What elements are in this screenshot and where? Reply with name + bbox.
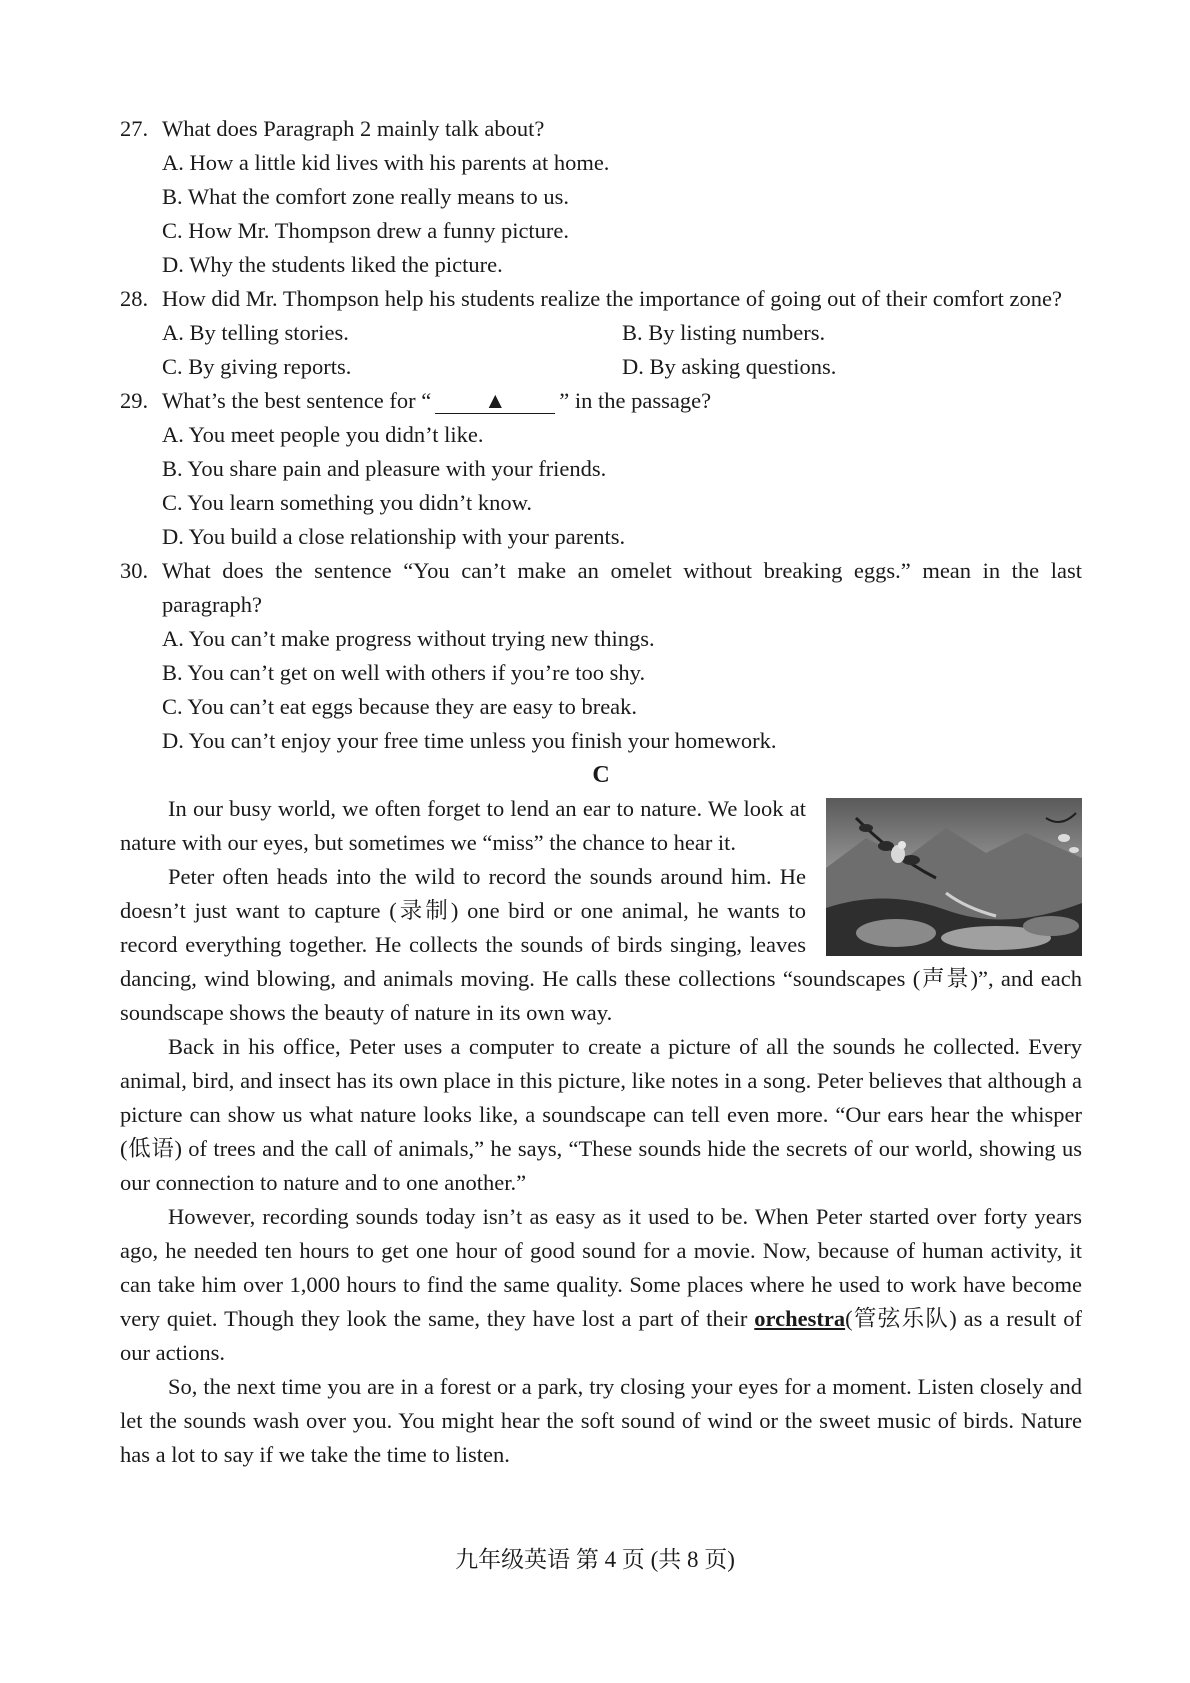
passage-paragraph-1: In our busy world, we often forget to lend an ear to nature. We look at nature with our eyes, but sometimes we “miss” the chance to hear it. bbox=[120, 796, 806, 855]
option-c: C. You can’t eat eggs because they are easy to break. bbox=[162, 694, 638, 719]
exam-page bbox=[120, 112, 1082, 1472]
question-text: How did Mr. Thompson help his students realize the importance of going out of their comfort zone? bbox=[162, 286, 1063, 311]
question-text-part: ” in the passage? bbox=[559, 388, 712, 413]
question-text bbox=[162, 384, 1082, 418]
option-a: A. You can’t make progress without trying new things. bbox=[162, 626, 655, 651]
option-d: D. You build a close relationship with your parents. bbox=[162, 524, 626, 549]
option-b: B. You can’t get on well with others if you’re too shy. bbox=[162, 660, 646, 685]
option-b: B. You share pain and pleasure with your friends. bbox=[162, 456, 607, 481]
passage-paragraph-5: So, the next time you are in a forest or a park, try closing your eyes for a moment. Listen closely and let the sounds wash over you. You might hear the soft sound of wind or the sweet music of birds. Nature has a lot to say if we take the time to listen. bbox=[120, 1374, 1082, 1467]
nature-bird-photo bbox=[826, 798, 1082, 956]
option-d: D. By asking questions. bbox=[622, 354, 837, 379]
question-number: 28. bbox=[120, 286, 149, 311]
question-30 bbox=[120, 554, 1082, 622]
question-number: 29. bbox=[120, 388, 149, 413]
vocab-word: orchestra bbox=[754, 1306, 846, 1331]
answer-blank bbox=[435, 389, 555, 414]
passage-c bbox=[120, 792, 1082, 1472]
triangle-icon: ▲ bbox=[484, 388, 507, 413]
option-a: A. You meet people you didn’t like. bbox=[162, 422, 484, 447]
option-row bbox=[120, 350, 1082, 384]
option-d: D. You can’t enjoy your free time unless you finish your homework. bbox=[162, 728, 777, 753]
question-number: 30. bbox=[120, 558, 149, 583]
option-c: C. By giving reports. bbox=[162, 354, 352, 379]
passage-paragraph-3: Back in his office, Peter uses a computer to create a picture of all the sounds he collected. Every animal, bird, and insect has its own place in this picture, like notes in a song. Peter believes that although a picture can show us what nature looks like, a soundscape can tell even more. “Our ears hear the whisper (低语) of trees and the call of animals,” he says, “These sounds hide the secrets of our world, showing us our connection to nature and to one another.” bbox=[120, 1034, 1082, 1195]
question-28 bbox=[120, 282, 1082, 316]
page-footer: 九年级英语 第 4 页 (共 8 页) bbox=[455, 1547, 735, 1572]
option-b: B. By listing numbers. bbox=[622, 320, 826, 345]
question-text: What does the sentence “You can’t make an omelet without breaking eggs.” mean in the last paragraph? bbox=[162, 558, 1082, 617]
option-c: C. You learn something you didn’t know. bbox=[162, 490, 533, 515]
question-27 bbox=[120, 112, 1082, 146]
option-a: A. How a little kid lives with his parents at home. bbox=[162, 150, 610, 175]
question-text: What does Paragraph 2 mainly talk about? bbox=[162, 116, 545, 141]
option-row bbox=[120, 316, 1082, 350]
passage-paragraph-2: Peter often heads into the wild to record the sounds around him. He doesn’t just want to capture (录制) one bird or one animal, he wants to record everything together. He collects the sounds of birds singing, leaves dancing, wind blowing, and animals moving. He calls these collections “soundscapes (声景)”, and each soundscape shows the beauty of nature in its own way. bbox=[120, 864, 1082, 1025]
passage-paragraph-4 bbox=[120, 1200, 1082, 1370]
option-d: D. Why the students liked the picture. bbox=[162, 252, 503, 277]
section-heading: C bbox=[592, 762, 610, 788]
question-text-part: What’s the best sentence for “ bbox=[162, 388, 432, 413]
question-number: 27. bbox=[120, 116, 149, 141]
paragraph-text: (管弦乐队) as a result of our actions. bbox=[120, 1306, 1082, 1365]
question-29 bbox=[120, 384, 1082, 418]
option-c: C. How Mr. Thompson drew a funny picture. bbox=[162, 218, 570, 243]
option-b: B. What the comfort zone really means to us. bbox=[162, 184, 569, 209]
paragraph-text: However, recording sounds today isn’t as easy as it used to be. When Peter started over forty years ago, he needed ten hours to get one hour of good sound for a movie. Now, because of human activity, it can take him over 1,000 hours to find the same quality. Some places where he used to work have become very quiet. Though they look the same, they have lost a part of their bbox=[120, 1204, 1082, 1331]
option-a: A. By telling stories. bbox=[162, 320, 349, 345]
